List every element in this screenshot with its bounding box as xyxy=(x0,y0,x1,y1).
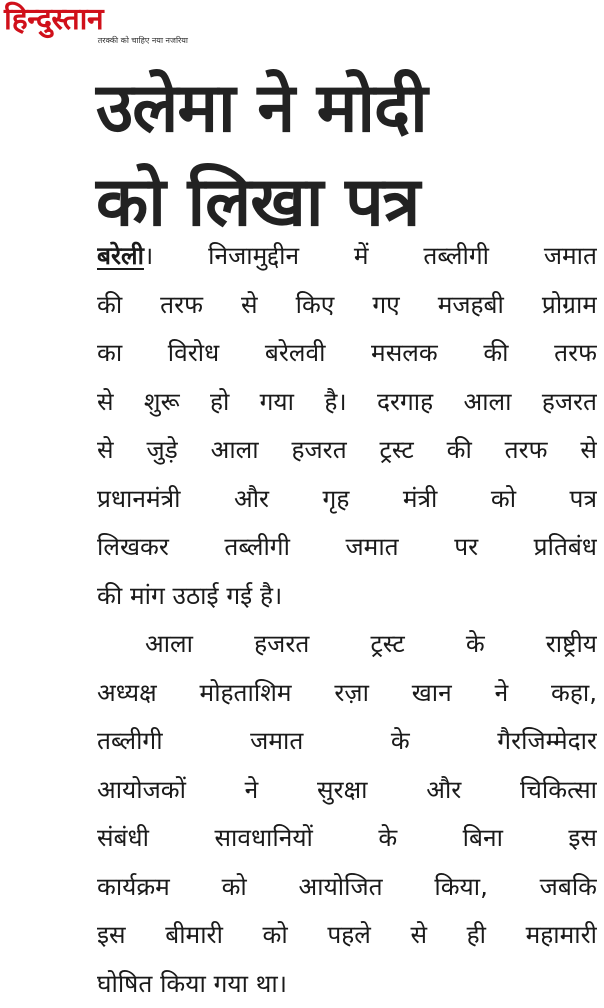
body-line-text: । निजामुद्दीन में तब्लीगी जमात xyxy=(144,241,597,270)
body-line: से जुड़े आला हजरत ट्रस्ट की तरफ से xyxy=(97,426,597,475)
body-line: की मांग उठाई गई है। xyxy=(97,572,597,621)
body-line: की तरफ से किए गए मजहबी प्रोग्राम xyxy=(97,281,597,330)
masthead-logo xyxy=(4,2,194,48)
body-line: अध्यक्ष मोहताशिम रज़ा खान ने कहा, xyxy=(97,669,597,718)
body-line: इस बीमारी को पहले से ही महामारी xyxy=(97,911,597,960)
body-line: संबंधी सावधानियों के बिना इस xyxy=(97,814,597,863)
article-body xyxy=(97,232,597,1008)
body-line: प्रधानमंत्री और गृह मंत्री को पत्र xyxy=(97,475,597,524)
newspaper-name: हिन्दुस्तान xyxy=(4,2,103,38)
body-line: से शुरू हो गया है। दरगाह आला हजरत xyxy=(97,378,597,427)
body-line: लिखकर तब्लीगी जमात पर प्रतिबंध xyxy=(97,523,597,572)
newspaper-tagline: तरक्की को चाहिए नया नजरिया xyxy=(98,36,188,46)
body-line: आला हजरत ट्रस्ट के राष्ट्रीय xyxy=(97,620,597,669)
body-line: कार्यक्रम को आयोजित किया, जबकि xyxy=(97,863,597,912)
body-line: घोषित किया गया था। xyxy=(97,960,597,1008)
article-headline xyxy=(96,62,536,250)
body-line: का विरोध बरेलवी मसलक की तरफ xyxy=(97,329,597,378)
body-line: आयोजकों ने सुरक्षा और चिकित्सा xyxy=(97,766,597,815)
body-line: तब्लीगी जमात के गैरजिम्मेदार xyxy=(97,717,597,766)
headline-line-2: को लिखा पत्र xyxy=(96,156,536,250)
body-line xyxy=(97,232,597,281)
dateline: बरेली xyxy=(97,241,144,270)
headline-line-1: उलेमा ने मोदी xyxy=(96,62,536,156)
